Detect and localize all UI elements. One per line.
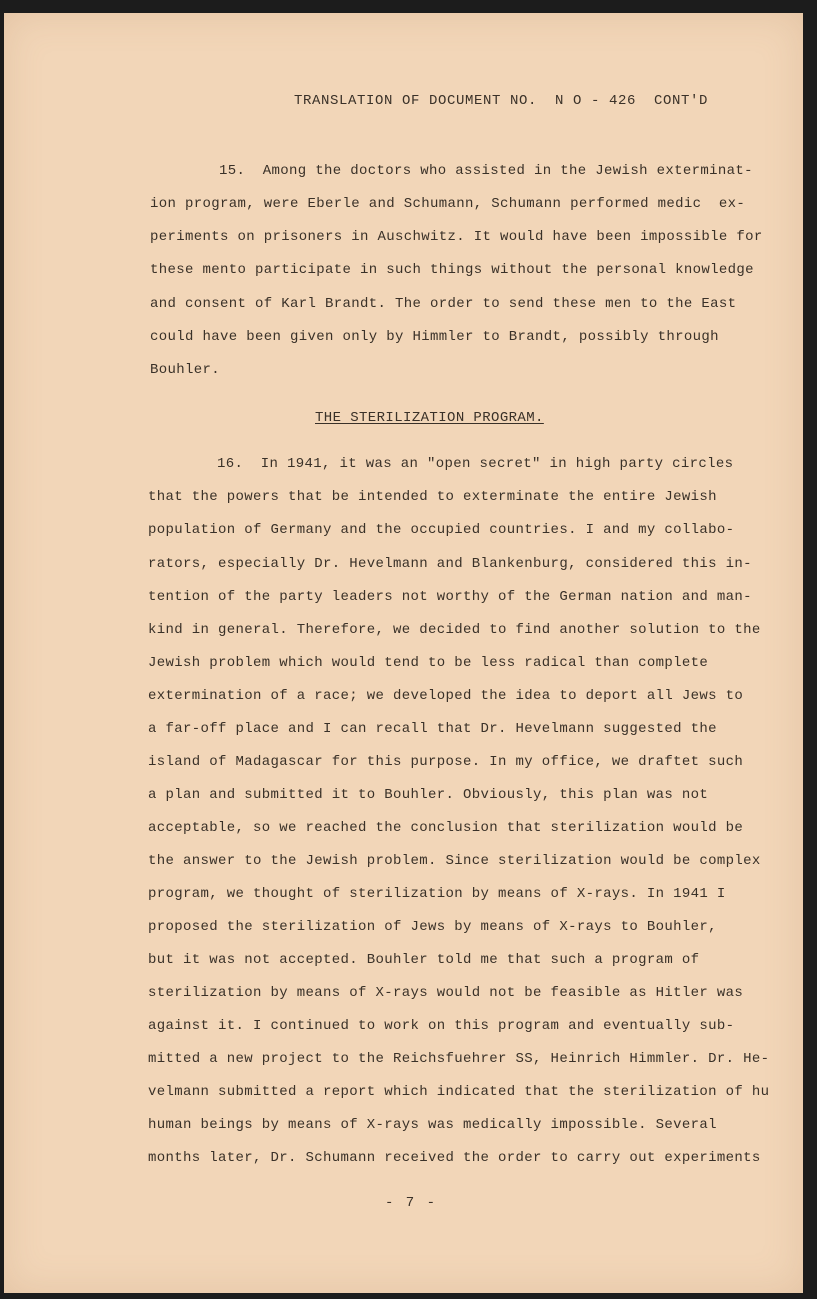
- text-line: a far-off place and I can recall that Dr. Hevelmann suggested the: [148, 721, 717, 737]
- text-line: tention of the party leaders not worthy of the German nation and man-: [148, 589, 752, 605]
- text-line: Bouhler.: [150, 362, 221, 378]
- text-line: program, we thought of sterilization by means of X-rays. In 1941 I: [148, 886, 726, 902]
- text-line: human beings by means of X-rays was medically impossible. Several: [148, 1117, 717, 1133]
- text-line: these mento participate in such things without the personal knowledge: [150, 262, 754, 278]
- page-number: - 7 -: [385, 1195, 438, 1211]
- text-line: rators, especially Dr. Hevelmann and Blankenburg, considered this in-: [148, 556, 752, 572]
- text-line: ion program, were Eberle and Schumann, Schumann performed medic ex-: [150, 196, 746, 212]
- text-line: population of Germany and the occupied countries. I and my collabo-: [148, 522, 735, 538]
- text-line: the answer to the Jewish problem. Since sterilization would be complex: [148, 853, 761, 869]
- text-line: proposed the sterilization of Jews by means of X-rays to Bouhler,: [148, 919, 717, 935]
- text-line: a plan and submitted it to Bouhler. Obviously, this plan was not: [148, 787, 709, 803]
- section-heading: THE STERILIZATION PROGRAM.: [315, 410, 544, 426]
- paper-sheet: [4, 13, 803, 1293]
- text-line: Jewish problem which would tend to be less radical than complete: [148, 655, 709, 671]
- text-line: sterilization by means of X-rays would not be feasible as Hitler was: [148, 985, 744, 1001]
- text-line: against it. I continued to work on this program and eventually sub-: [148, 1018, 735, 1034]
- document-header: TRANSLATION OF DOCUMENT NO. N O - 426 CONT'D: [294, 93, 709, 109]
- text-line: could have been given only by Himmler to Brandt, possibly through: [150, 329, 719, 345]
- text-line: but it was not accepted. Bouhler told me that such a program of: [148, 952, 700, 968]
- text-line: that the powers that be intended to exterminate the entire Jewish: [148, 489, 717, 505]
- text-line: kind in general. Therefore, we decided to find another solution to the: [148, 622, 761, 638]
- text-line: and consent of Karl Brandt. The order to send these men to the East: [150, 296, 737, 312]
- text-line: mitted a new project to the Reichsfuehrer SS, Heinrich Himmler. Dr. He-: [148, 1051, 770, 1067]
- text-line: 16. In 1941, it was an "open secret" in high party circles: [217, 456, 734, 472]
- text-line: months later, Dr. Schumann received the order to carry out experiments: [148, 1150, 761, 1166]
- text-line: periments on prisoners in Auschwitz. It would have been impossible for: [150, 229, 763, 245]
- text-line: 15. Among the doctors who assisted in the Jewish exterminat-: [219, 163, 753, 179]
- text-line: extermination of a race; we developed the idea to deport all Jews to: [148, 688, 744, 704]
- text-line: island of Madagascar for this purpose. In my office, we draftet such: [148, 754, 744, 770]
- text-line: acceptable, so we reached the conclusion that sterilization would be: [148, 820, 744, 836]
- text-line: velmann submitted a report which indicated that the sterilization of hu: [148, 1084, 770, 1100]
